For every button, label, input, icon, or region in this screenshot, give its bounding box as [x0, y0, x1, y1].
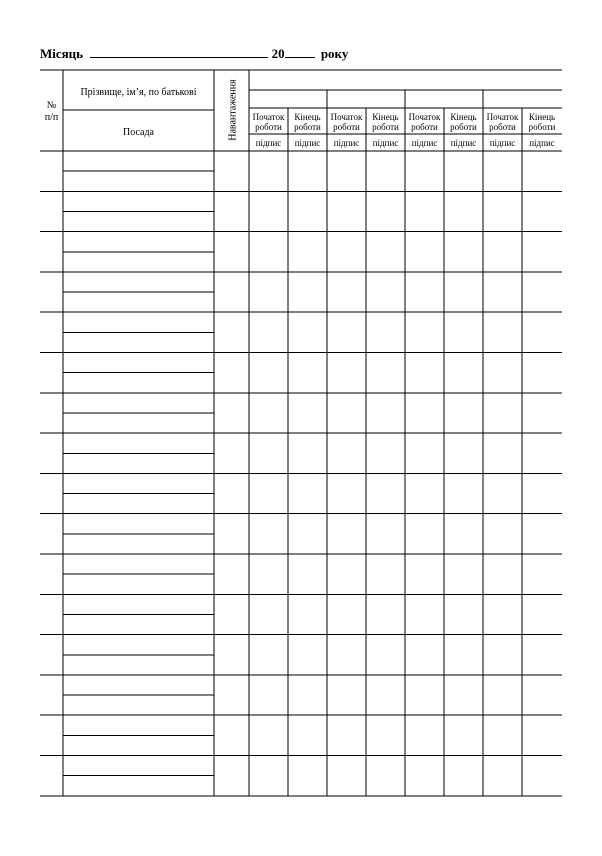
header-end-2: роботи	[450, 122, 477, 132]
header-signature: підпис	[333, 138, 360, 148]
header-number: №	[46, 100, 57, 111]
header-signature: підпис	[255, 138, 282, 148]
header-end-2: роботи	[528, 122, 556, 132]
header-signature: підпис	[529, 138, 555, 148]
header-signature: підпис	[411, 138, 438, 148]
header-name: Прізвище, ім’я, по батькові	[80, 87, 197, 98]
header-number-2: п/п	[44, 112, 59, 123]
header-end: Кінець	[294, 112, 321, 122]
header-start-2: роботи	[333, 122, 360, 132]
header-signature: підпис	[372, 138, 399, 148]
header-signature: підпис	[450, 138, 477, 148]
header-end: Кінець	[528, 112, 556, 122]
year-prefix: 20	[271, 46, 285, 61]
header-signature: підпис	[489, 138, 516, 148]
header-start-2: роботи	[411, 122, 438, 132]
header-start: Початок	[486, 112, 519, 122]
header-end-2: роботи	[294, 122, 321, 132]
header-end: Кінець	[450, 112, 477, 122]
header-end-2: роботи	[372, 122, 399, 132]
header-start: Початок	[330, 112, 363, 122]
header-start: Початок	[252, 112, 285, 122]
year-suffix: року	[320, 46, 349, 61]
header-start-2: роботи	[255, 122, 282, 132]
header-end: Кінець	[372, 112, 399, 122]
header-start-2: роботи	[489, 122, 516, 132]
header-load: Навантаження	[227, 79, 239, 141]
header-signature: підпис	[294, 138, 321, 148]
header-position: Посада	[123, 127, 154, 138]
header-start: Початок	[408, 112, 441, 122]
month-label: Місяць	[40, 46, 84, 61]
